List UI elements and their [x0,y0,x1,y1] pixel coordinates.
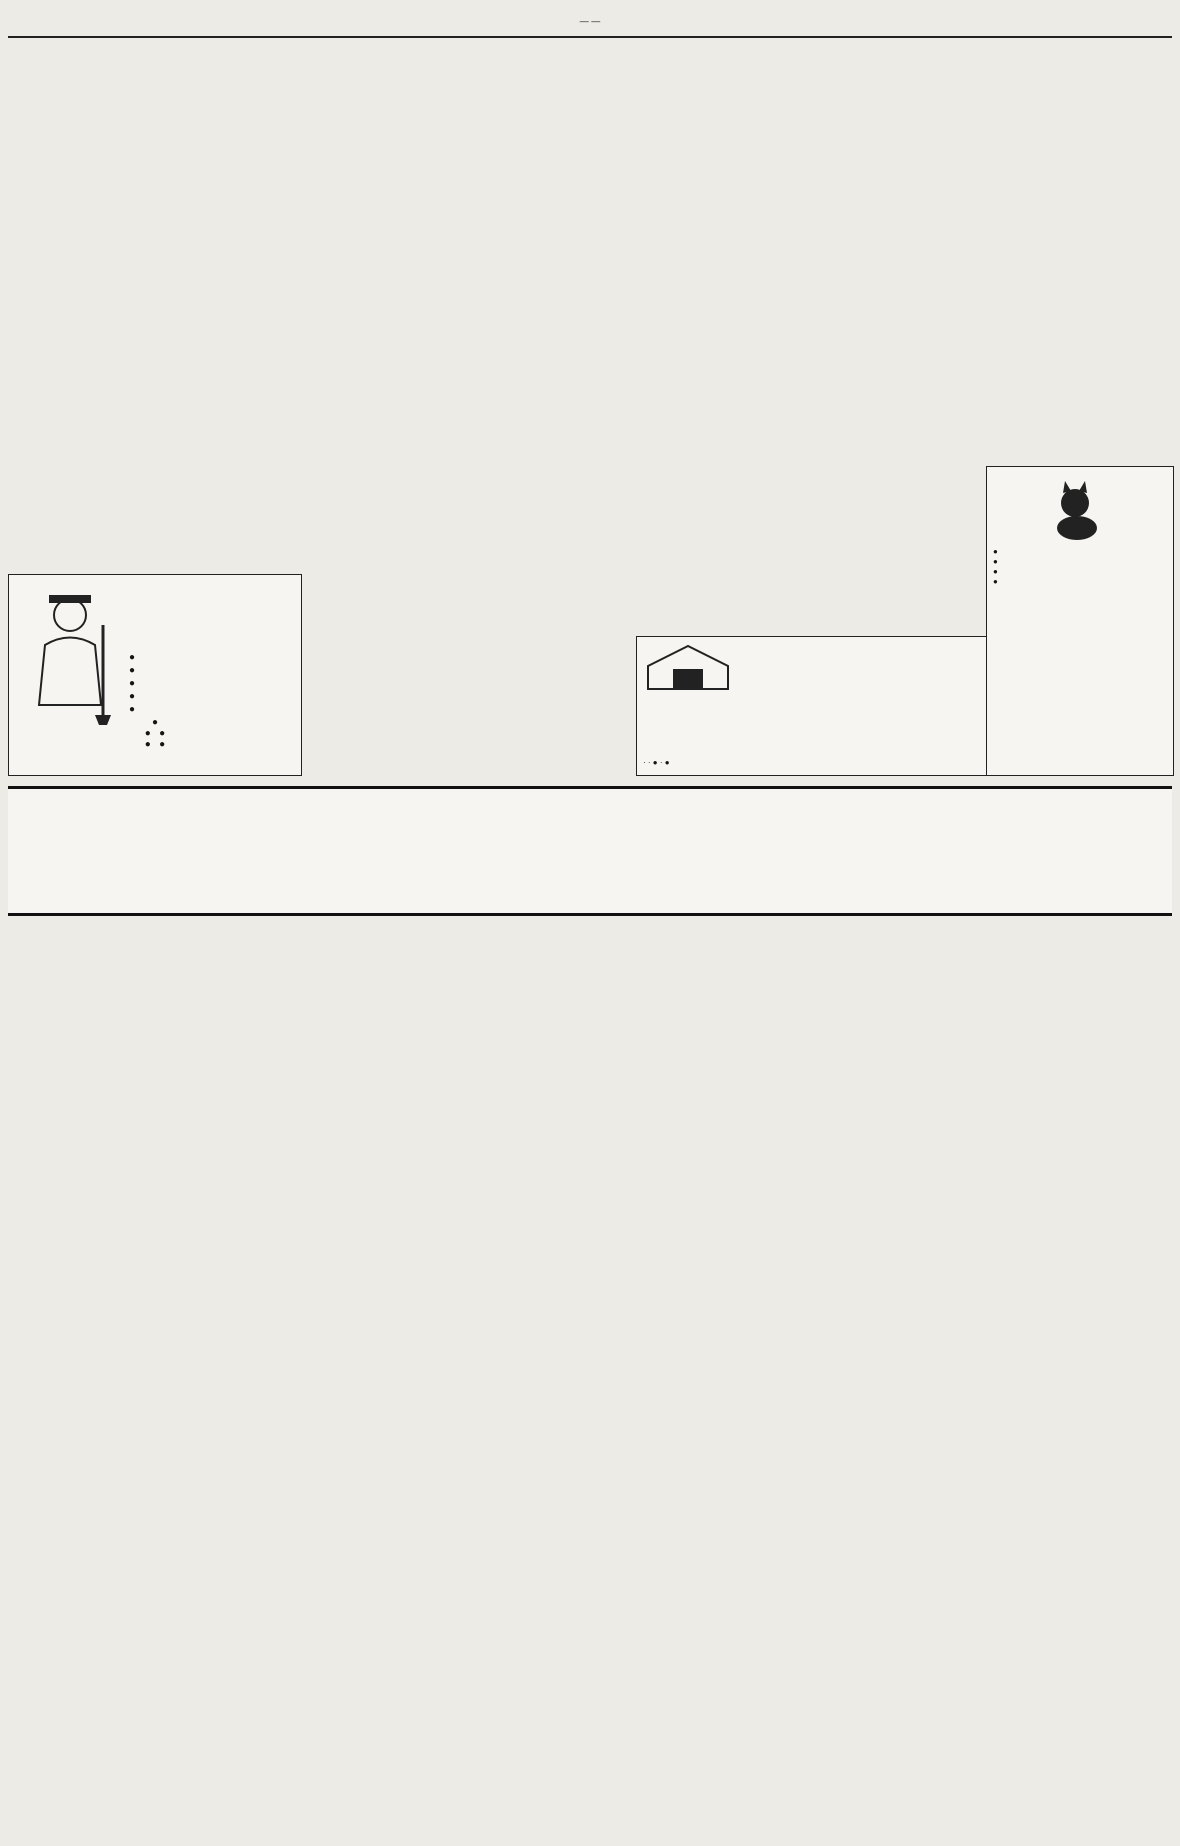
house-icon [643,641,733,691]
header-papers: — — [579,16,601,26]
bluegrass-rc: ● ● ● ● ● [144,717,166,750]
bluegrass-services: ● ● ● ● ● [129,652,136,715]
page-header [8,6,1172,38]
pets-n-particulars-ad: ● ● ● ● [986,466,1174,776]
barnes-bros-garage-ad: · · ● · ● [636,636,988,776]
directory-columns [8,916,1172,1838]
blue-grass-farms-ad [8,574,302,776]
farmer-illustration-icon [15,585,125,725]
cat-illustration-icon [1045,473,1115,543]
directory-banner [8,786,1172,916]
